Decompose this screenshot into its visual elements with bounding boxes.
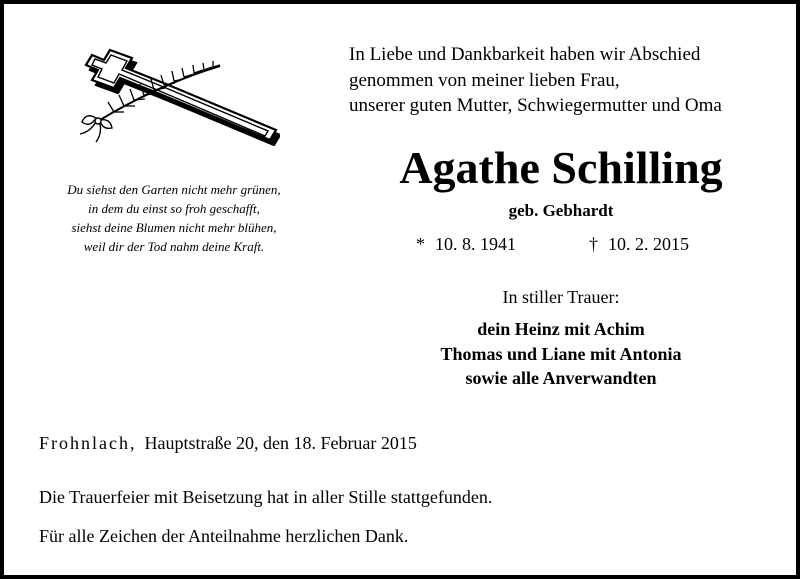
mourner-line: Thomas und Liane mit Antonia	[440, 343, 682, 364]
poem-line: in dem du einst so froh geschafft,	[88, 201, 260, 216]
death-date: 10. 2. 2015	[608, 234, 689, 254]
mourner-line: dein Heinz mit Achim	[477, 319, 645, 339]
intro-line: genommen von meiner lieben Frau,	[349, 69, 620, 91]
death-symbol: †	[589, 234, 598, 254]
place-date-line	[39, 432, 417, 454]
intro-line: In Liebe und Dankbarkeit haben wir Abschied	[349, 44, 701, 65]
deceased-name: Agathe Schilling	[399, 142, 723, 193]
town-name: Frohnlach,	[39, 433, 137, 453]
poem	[26, 180, 322, 256]
address-date: Hauptstraße 20, den 18. Februar 2015	[144, 433, 417, 453]
mourner-line: sowie alle Anverwandten	[465, 368, 657, 388]
mourning-title: In stiller Trauer:	[502, 287, 620, 307]
funeral-note: Die Trauerfeier mit Beisetzung hat in aller Stille stattgefunden.	[39, 487, 493, 507]
birth-symbol: *	[416, 234, 425, 254]
birth-date: 10. 8. 1941	[435, 234, 516, 254]
mourners-list	[344, 317, 778, 391]
thanks-note: Für alle Zeichen der Anteilnahme herzlichen Dank.	[39, 526, 409, 546]
intro-text	[349, 42, 722, 119]
poem-line: Du siehst den Garten nicht mehr grünen,	[67, 182, 281, 197]
death-date-line	[589, 233, 689, 255]
maiden-name: geb. Gebhardt	[508, 201, 614, 220]
poem-line: weil dir der Tod nahm deine Kraft.	[83, 239, 265, 254]
poem-line: siehst deine Blumen nicht mehr blühen,	[71, 220, 277, 235]
intro-line: unserer guten Mutter, Schwiegermutter und Oma	[349, 95, 722, 116]
birth-date-line	[416, 233, 516, 255]
cross-with-palm-icon	[70, 48, 280, 146]
